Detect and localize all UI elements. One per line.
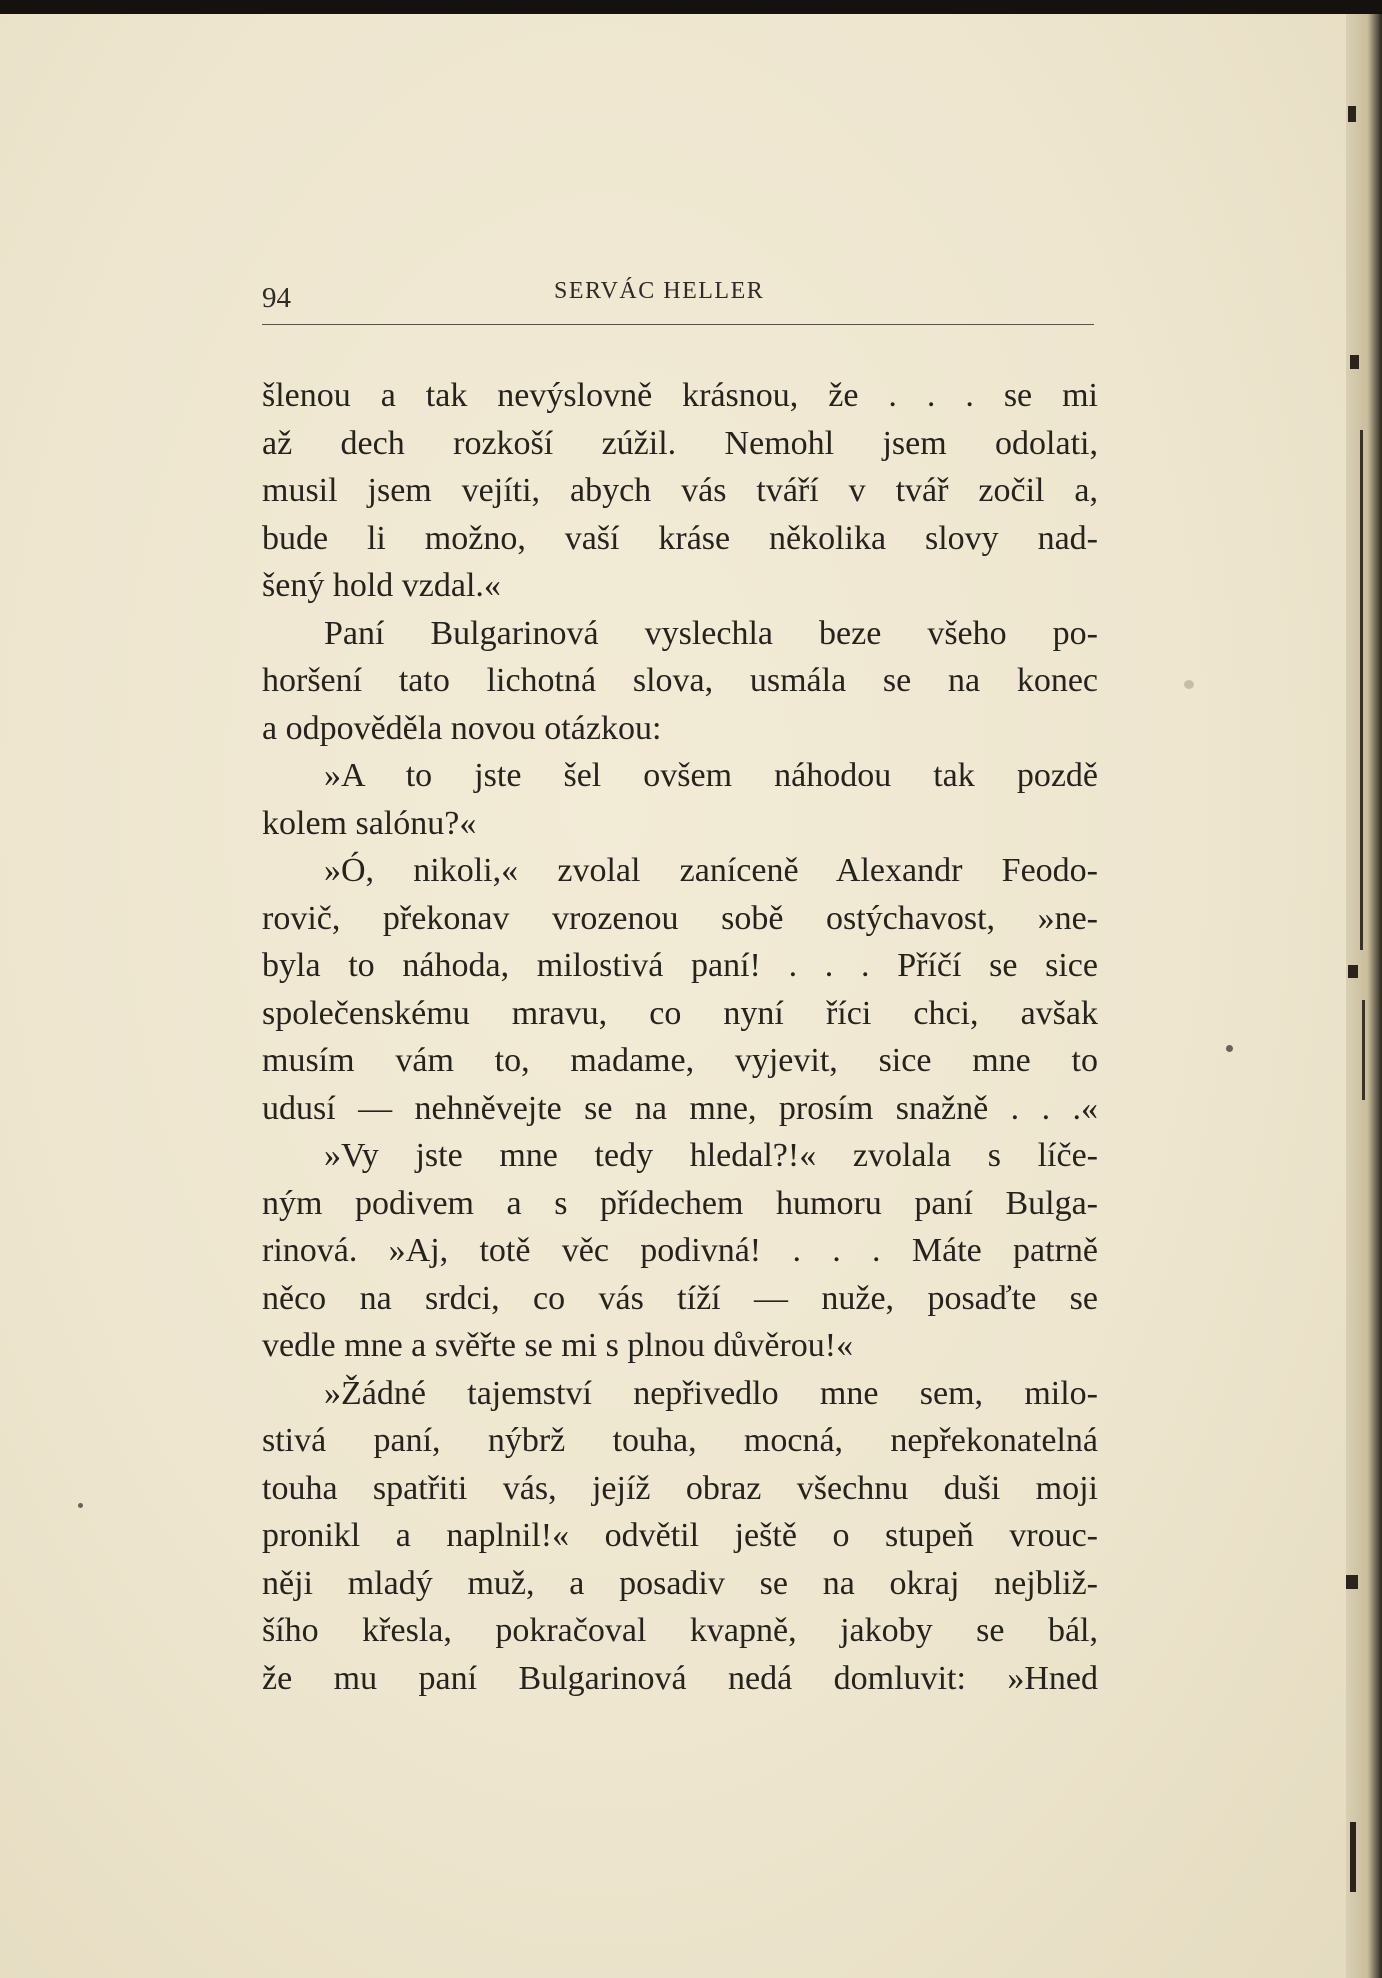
text-line: šený hold vzdal.«: [262, 567, 501, 604]
text-line: musím vám to, madame, vyjevit, sice mne to: [262, 1042, 1098, 1079]
text-line: a odpověděla novou otázkou:: [262, 709, 662, 747]
text-line: »Vy jste mne tedy hledal?!« zvolala s líče-: [324, 1137, 1098, 1174]
text-line: horšení tato lichotná slova, usmála se na konec: [262, 662, 1098, 699]
page-header: [262, 278, 1094, 325]
text-line: udusí — nehněvejte se na mne, prosím snažně . . .«: [262, 1089, 1098, 1127]
edge-mark: [1348, 106, 1356, 122]
page-gutter-edge: [1346, 14, 1382, 1978]
edge-mark: [1348, 965, 1358, 978]
text-line: vedle mne a svěřte se mi s plnou důvěrou!«: [262, 1327, 854, 1364]
text-line: ným podivem a s přídechem humoru paní Bulga-: [262, 1184, 1098, 1222]
text-line: rinová. »Aj, totě věc podivná! . . . Máte patrně: [262, 1232, 1098, 1269]
edge-mark: [1346, 1575, 1358, 1589]
edge-mark: [1350, 1822, 1356, 1892]
text-line: Paní Bulgarinová vyslechla beze všeho po-: [324, 614, 1098, 652]
text-line: kolem salónu?«: [262, 804, 477, 842]
text-line: až dech rozkoší zúžil. Nemohl jsem odolati,: [262, 424, 1098, 462]
text-line: společenskému mravu, co nyní říci chci, avšak: [262, 994, 1098, 1032]
text-line: »Žádné tajemství nepřivedlo mne sem, milo-: [324, 1374, 1098, 1412]
edge-mark: [1360, 430, 1363, 950]
body-text: [262, 372, 1098, 1702]
text-line: stivá paní, nýbrž touha, mocná, nepřekonatelná: [262, 1422, 1098, 1459]
text-line: touha spatřiti vás, jejíž obraz všechnu duši moji: [262, 1469, 1098, 1507]
edge-mark: [1362, 1000, 1365, 1100]
text-line: bude li možno, vaší kráse několika slovy nad-: [262, 519, 1098, 557]
text-line: rovič, překonav vrozenou sobě ostýchavost, »ne-: [262, 899, 1098, 937]
running-title: SERVÁC HELLER: [554, 278, 765, 304]
paper-speck: [1226, 1045, 1233, 1052]
text-line: »Ó, nikoli,« zvolal zaníceně Alexandr Feodo-: [324, 852, 1098, 889]
text-line: byla to náhoda, milostivá paní! . . . Příčí se sice: [262, 947, 1098, 984]
paper-speck: [78, 1503, 83, 1508]
text-line: šlenou a tak nevýslovně krásnou, že . . . se mi: [262, 377, 1098, 414]
edge-mark: [1350, 355, 1359, 369]
page-number: 94: [262, 282, 291, 314]
text-line: šího křesla, pokračoval kvapně, jakoby se bál,: [262, 1612, 1098, 1649]
text-line: »A to jste šel ovšem náhodou tak pozdě: [324, 757, 1098, 794]
text-line: něji mladý muž, a posadiv se na okraj nejbliž-: [262, 1564, 1098, 1602]
text-line: něco na srdci, co vás tíží — nuže, posaďte se: [262, 1279, 1098, 1317]
paper-speck: [1184, 680, 1194, 689]
text-line: že mu paní Bulgarinová nedá domluvit: »Hned: [262, 1659, 1098, 1697]
text-line: pronikl a naplnil!« odvětil ještě o stupeň vrouc-: [262, 1517, 1098, 1554]
text-line: musil jsem vejíti, abych vás tváří v tvář zočil a,: [262, 472, 1098, 509]
